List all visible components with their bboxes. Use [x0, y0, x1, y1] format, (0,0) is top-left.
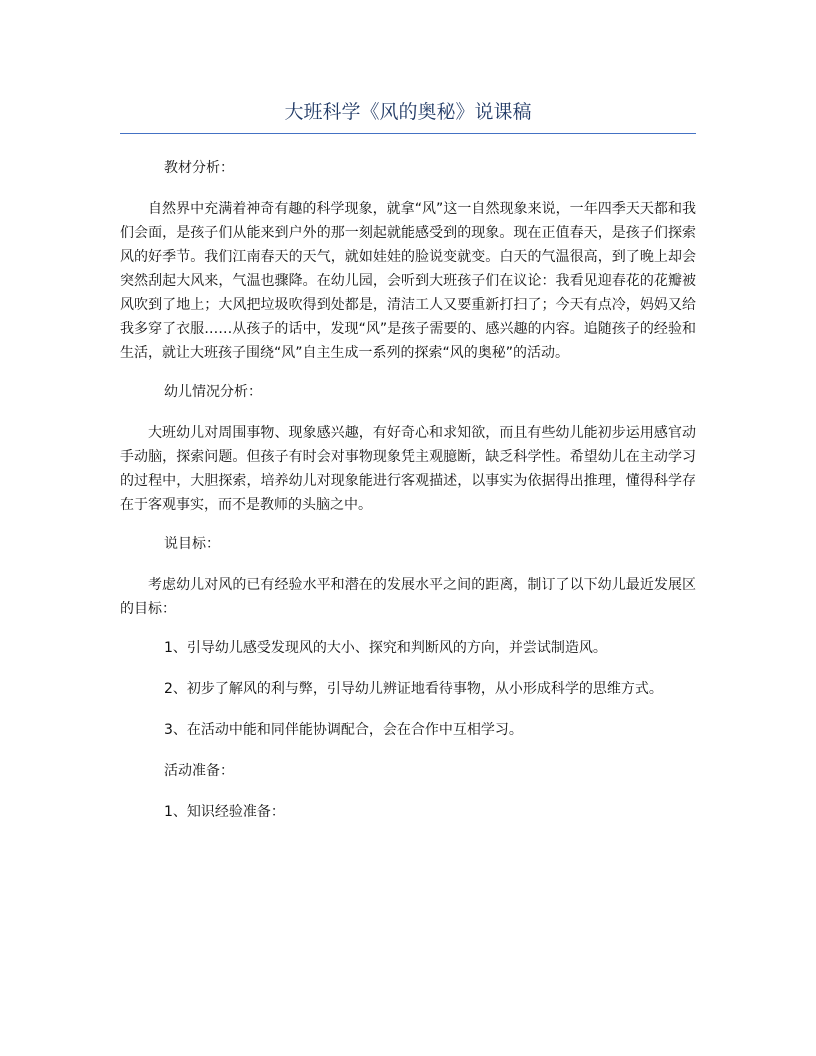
- goal-item: 1、引导幼儿感受发现风的大小、探究和判断风的方向，并尝试制造风。: [164, 640, 607, 656]
- goal-item: 3、在活动中能和同伴能协调配合，会在合作中互相学习。: [164, 722, 523, 738]
- document-body: [120, 156, 696, 841]
- paragraph-goals-intro: 考虑幼儿对风的已有经验水平和潜在的发展水平之间的距离，制订了以下幼儿最近发展区的目标：: [120, 577, 696, 617]
- section-heading-preparation: 活动准备：: [164, 763, 234, 779]
- paragraph-child-analysis: 大班幼儿对周围事物、现象感兴趣，有好奇心和求知欲，而且有些幼儿能初步运用感官动手动脑，探索问题。但孩子有时会对事物现象凭主观臆断，缺乏科学性。希望幼儿在主动学习的过程中，大胆探索，培养幼儿对现象能进行客观描述，以事实为依据得出推理，懂得科学存在于客观事实，而不是教师的头脑之中。: [120, 425, 696, 513]
- section-heading-textbook-analysis: 教材分析：: [164, 160, 234, 176]
- preparation-item: 1、知识经验准备：: [164, 804, 285, 820]
- section-heading-goals: 说目标：: [164, 536, 220, 552]
- goal-item: 2、初步了解风的利与弊，引导幼儿辨证地看待事物，从小形成科学的思维方式。: [164, 681, 663, 697]
- document-title: 大班科学《风的奥秘》说课稿: [284, 101, 532, 123]
- title-underline: [120, 133, 696, 134]
- section-heading-child-analysis: 幼儿情况分析：: [164, 384, 262, 400]
- paragraph-textbook-analysis: 自然界中充满着神奇有趣的科学现象，就拿“风”这一自然现象来说，一年四季天天都和我们会面，是孩子们从能来到户外的那一刻起就能感受到的现象。现在正值春天，是孩子们探索风的好季节。我们江南春天的天气，就如娃娃的脸说变就变。白天的气温很高，到了晚上却会突然刮起大风来，气温也骤降。在幼儿园，会听到大班孩子们在议论：我看见迎春花的花瓣被风吹到了地上；大风把垃圾吹得到处都是，清洁工人又要重新打扫了；今天有点冷，妈妈又给我多穿了衣服……从孩子的话中，发现“风”是孩子需要的、感兴趣的内容。追随孩子的经验和生活，就让大班孩子围绕“风”自主生成一系列的探索“风的奥秘”的活动。: [120, 201, 696, 361]
